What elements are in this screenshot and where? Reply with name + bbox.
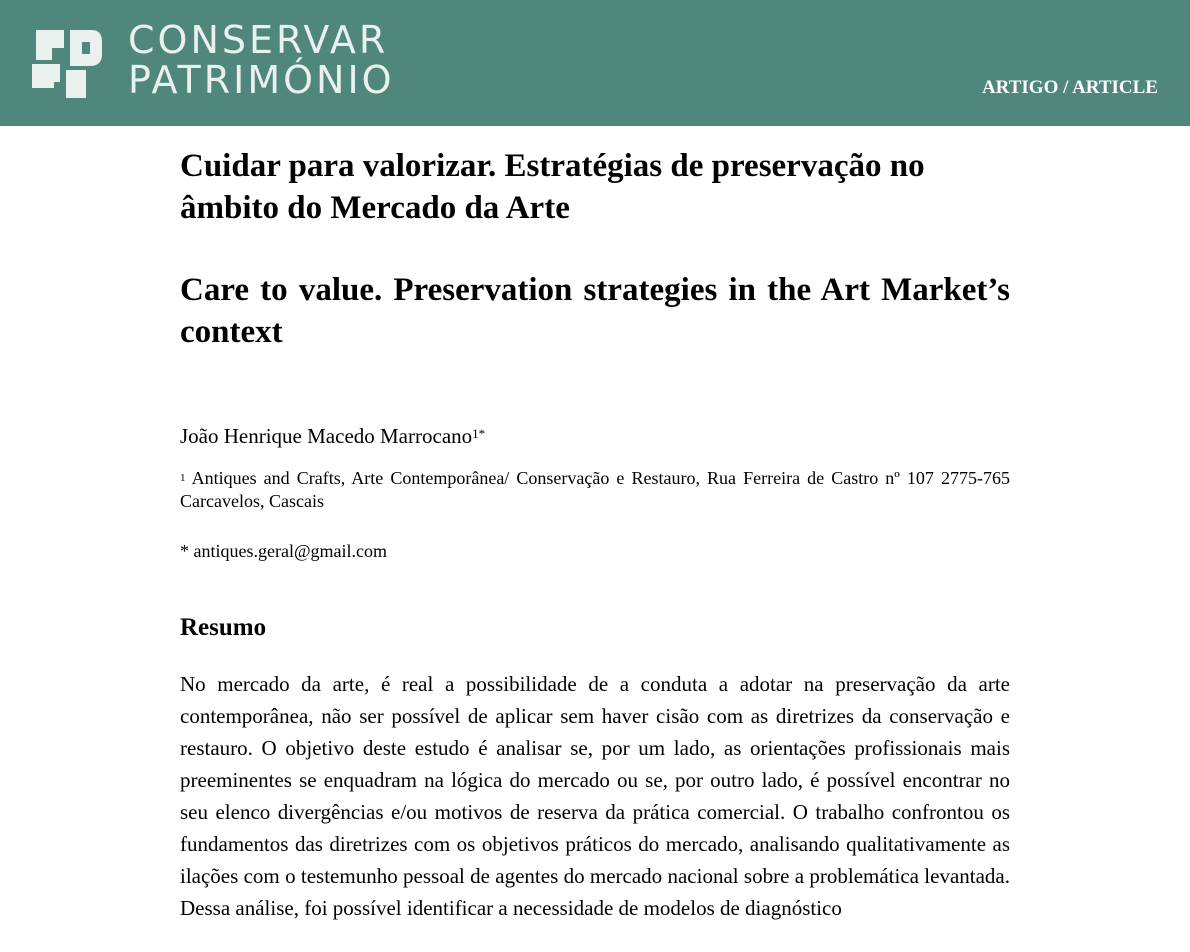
journal-name-line1: CONSERVAR: [128, 18, 389, 62]
journal-name: [128, 20, 395, 100]
abstract-text: No mercado da arte, é real a possibilidade de a conduta a adotar na preservação da arte contemporânea, não ser possível de aplicar sem haver cisão com as diretrizes da conservação e restauro. O objetivo deste estudo é analisar se, por um lado, as orientações profissionais mais preeminentes se enquadram na lógica do mercado ou se, por outro lado, é possível encontrar no seu elenco divergências e/ou motivos de reserva da prática comercial. O trabalho confrontou os fundamentos das diretrizes com os objetivos práticos do mercado, analisando qualitativamente as ilações com o testemunho pessoal de agentes do mercado nacional sobre a problemática levantada. Dessa análise, foi possível identificar a necessidade de modelos de diagnóstico: [180, 672, 1010, 920]
author-line: [180, 423, 1010, 449]
journal-name-line2: PATRIMÓNIO: [128, 58, 395, 102]
article-type-label: ARTIGO / ARTICLE: [981, 77, 1158, 98]
affiliation-text: Antiques and Crafts, Arte Contemporânea/ Conservação e Restauro, Rua Ferreira de Castro nº 107 2775-765 Carcavelos, Cascais: [180, 468, 1010, 511]
affiliation: [180, 467, 1010, 513]
corresponding-email: * antiques.geral@gmail.com: [180, 541, 388, 561]
title-english: Care to value. Preservation strategies in the Art Market’s context: [180, 272, 1010, 350]
title-portuguese: Cuidar para valorizar. Estratégias de preservação no âmbito do Mercado da Arte: [180, 148, 925, 226]
article-body: [180, 145, 1010, 945]
journal-header: [0, 0, 1190, 126]
abstract-heading: Resumo: [180, 614, 267, 641]
author-marks: 1*: [472, 426, 486, 441]
affiliation-number: 1: [180, 472, 186, 484]
author-name: João Henrique Macedo Marrocano: [180, 424, 473, 448]
journal-logo-icon: [30, 26, 104, 98]
